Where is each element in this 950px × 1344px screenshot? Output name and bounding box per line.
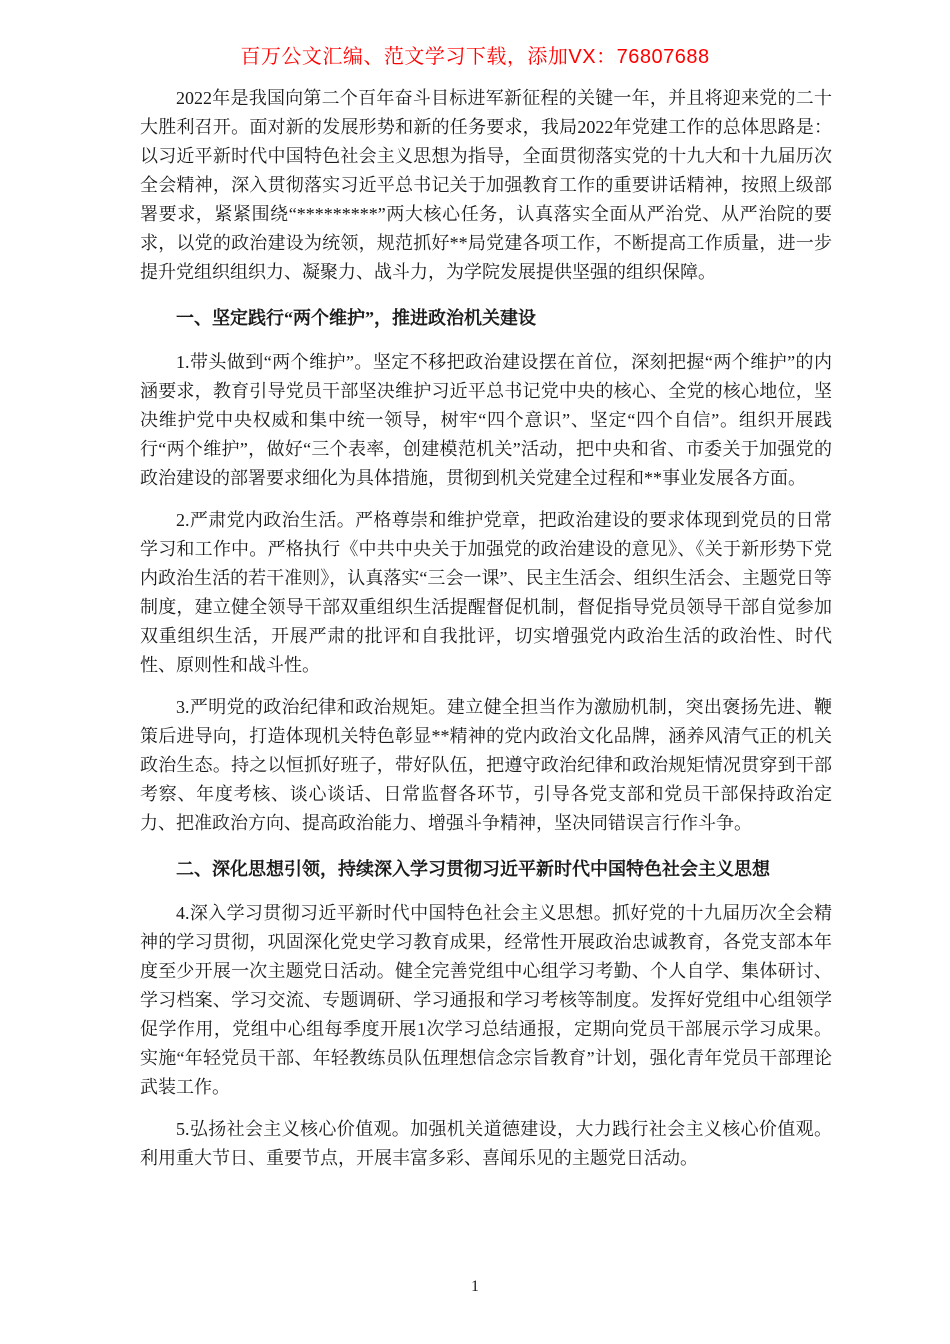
paragraph: 1.带头做到“两个维护”。坚定不移把政治建设摆在首位，深刻把握“两个维护”的内涵要求，教育引导党员干部坚决维护习近平总书记党中央的核心、全党的核心地位，坚决维护党中央权威和集中统一领导，树牢“四个意识”、坚定“四个自信”。组织开展践行“两个维护”，做好“三个表率，创建模范机关”活动，把中央和省、市委关于加强党的政治建设的部署要求细化为具体措施，贯彻到机关党建全过程和**事业发展各方面。 <box>140 352 832 488</box>
document-body <box>140 84 832 1186</box>
promo-header-text: 百万公文汇编、范文学习下载，添加VX：76807688 <box>240 46 710 68</box>
section-heading: 一、坚定践行“两个维护”，推进政治机关建设 <box>176 308 536 328</box>
paragraph: 3.严明党的政治纪律和政治规矩。建立健全担当作为激励机制，突出褒扬先进、鞭策后进导向，打造体现机关特色彰显**精神的党内政治文化品牌，涵养风清气正的机关政治生态。持之以恒抓好班子，带好队伍，把遵守政治纪律和政治规矩情况贯穿到干部考察、年度考核、谈心谈话、日常监督各环节，引导各党支部和党员干部保持政治定力、把准政治方向、提高政治能力、增强斗争精神，坚决同错误言行作斗争。 <box>140 697 832 833</box>
paragraph: 2.严肃党内政治生活。严格尊崇和维护党章，把政治建设的要求体现到党员的日常学习和工作中。严格执行《中共中央关于加强党的政治建设的意见》、《关于新形势下党内政治生活的若干准则》，认真落实“三会一课”、民主生活会、组织生活会、主题党日等制度，建立健全领导干部双重组织生活提醒督促机制，督促指导党员领导干部自觉参加双重组织生活，开展严肃的批评和自我批评，切实增强党内政治生活的政治性、时代性、原则性和战斗性。 <box>140 510 832 675</box>
paragraph: 2022年是我国向第二个百年奋斗目标进军新征程的关键一年，并且将迎来党的二十大胜利召开。面对新的发展形势和新的任务要求，我局2022年党建工作的总体思路是：以习近平新时代中国特色社会主义思想为指导，全面贯彻落实党的十九大和十九届历次全会精神，深入贯彻落实习近平总书记关于加强教育工作的重要讲话精神，按照上级部署要求，紧紧围绕“*********”两大核心任务，认真落实全面从严治党、从严治院的要求，以党的政治建设为统领，规范抓好**局党建各项工作，不断提高工作质量，进一步提升党组织组织力、凝聚力、战斗力，为学院发展提供坚强的组织保障。 <box>140 88 832 282</box>
section-heading: 二、深化思想引领，持续深入学习贯彻习近平新时代中国特色社会主义思想 <box>176 859 770 879</box>
paragraph: 5.弘扬社会主义核心价值观。加强机关道德建设，大力践行社会主义核心价值观。利用重大节日、重要节点，开展丰富多彩、喜闻乐见的主题党日活动。 <box>140 1119 832 1168</box>
page-number: 1 <box>471 1278 479 1295</box>
paragraph: 4.深入学习贯彻习近平新时代中国特色社会主义思想。抓好党的十九届历次全会精神的学习贯彻，巩固深化党史学习教育成果，经常性开展政治忠诚教育，各党支部本年度至少开展一次主题党日活动。健全完善党组中心组学习考勤、个人自学、集体研讨、学习档案、学习交流、专题调研、学习通报和学习考核等制度。发挥好党组中心组领学促学作用，党组中心组每季度开展1次学习总结通报，定期向党员干部展示学习成果。实施“年轻党员干部、年轻教练员队伍理想信念宗旨教育”计划，强化青年党员干部理论武装工作。 <box>140 903 832 1097</box>
